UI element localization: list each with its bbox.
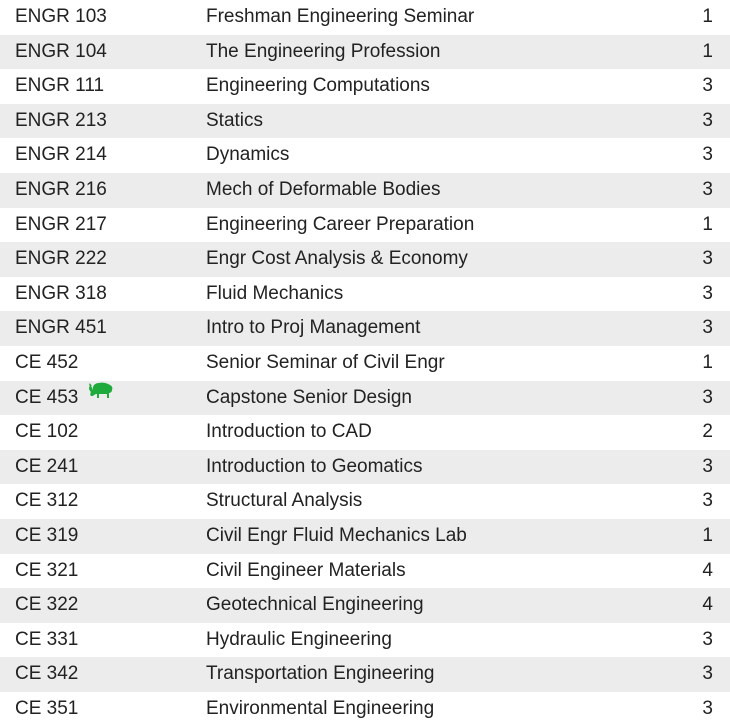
course-code: CE 102 [15, 421, 79, 443]
course-title: Freshman Engineering Seminar [206, 6, 475, 27]
course-code: CE 241 [15, 455, 79, 477]
course-code-cell [0, 519, 206, 554]
course-credits: 3 [702, 75, 713, 97]
table-row [0, 173, 730, 208]
table-row [0, 415, 730, 450]
course-code-cell [0, 35, 206, 70]
table-row [0, 588, 730, 623]
table-row [0, 346, 730, 381]
course-title: Engr Cost Analysis & Economy [206, 242, 653, 277]
table-row [0, 450, 730, 485]
course-code: ENGR 217 [15, 213, 107, 235]
course-credits: 4 [653, 588, 730, 623]
course-code: ENGR 318 [15, 282, 107, 304]
course-code-cell [0, 311, 206, 346]
course-credits: 3 [653, 311, 730, 346]
course-code: ENGR 213 [15, 109, 107, 131]
course-code: CE 319 [15, 524, 79, 546]
course-credits: 3 [653, 242, 730, 277]
course-code-cell [0, 623, 206, 658]
course-code: CE 312 [15, 490, 79, 512]
table-row [0, 104, 730, 139]
course-title: Introduction to Geomatics [206, 450, 653, 485]
course-code-cell [0, 242, 206, 277]
course-code-cell [0, 484, 206, 519]
course-code: ENGR 451 [15, 317, 107, 339]
bison-icon [88, 377, 114, 412]
course-title: Civil Engr Fluid Mechanics Lab [206, 519, 653, 554]
course-credits: 1 [653, 519, 730, 554]
course-title: Mech of Deformable Bodies [206, 173, 653, 208]
table-row [0, 519, 730, 554]
table-row [0, 208, 730, 243]
course-code-cell [0, 588, 206, 623]
table-row [0, 623, 730, 658]
course-code: CE 453 [15, 386, 79, 408]
course-title: Capstone Senior Design [206, 381, 653, 416]
course-code-cell [0, 104, 206, 139]
course-code-cell [0, 415, 206, 450]
table-row [0, 242, 730, 277]
table-row [0, 35, 730, 70]
course-credits: 1 [702, 351, 713, 373]
course-code: ENGR 111 [15, 75, 105, 97]
table-row [0, 657, 730, 692]
course-code: CE 342 [15, 663, 79, 685]
course-credits: 3 [702, 144, 713, 166]
course-code-cell [0, 0, 206, 35]
course-title: Intro to Proj Management [206, 311, 653, 346]
table-row [0, 138, 730, 173]
course-code: ENGR 103 [15, 6, 107, 27]
course-code-cell [0, 381, 206, 416]
course-code: CE 331 [15, 628, 79, 650]
course-code-cell [0, 208, 206, 243]
table-row [0, 692, 730, 727]
course-title: Hydraulic Engineering [206, 628, 392, 650]
course-credits: 3 [653, 450, 730, 485]
course-credits: 3 [702, 628, 713, 650]
course-code-cell [0, 277, 206, 312]
table-row [0, 311, 730, 346]
course-code-cell [0, 554, 206, 589]
course-code-cell [0, 657, 206, 692]
course-credits: 3 [653, 381, 730, 416]
course-code: ENGR 104 [15, 40, 107, 62]
course-title: Civil Engineer Materials [206, 559, 406, 581]
course-title: Engineering Career Preparation [206, 213, 475, 235]
course-code-cell [0, 173, 206, 208]
course-credits: 3 [653, 657, 730, 692]
course-title: Engineering Computations [206, 75, 430, 97]
course-code-cell [0, 346, 206, 381]
course-title: Structural Analysis [206, 490, 363, 512]
course-code: CE 322 [15, 594, 79, 616]
course-credits: 3 [653, 104, 730, 139]
course-title: The Engineering Profession [206, 35, 653, 70]
course-credits: 1 [702, 213, 713, 235]
course-credits: 1 [653, 35, 730, 70]
course-title: Environmental Engineering [206, 697, 435, 719]
course-code-cell [0, 692, 206, 727]
course-code-cell [0, 69, 206, 104]
course-code: ENGR 216 [15, 178, 107, 200]
course-credits: 3 [702, 697, 713, 719]
table-row [0, 554, 730, 589]
course-title: Introduction to CAD [206, 421, 372, 443]
course-credits: 3 [653, 173, 730, 208]
course-credits: 4 [702, 559, 713, 581]
course-code: ENGR 214 [15, 144, 107, 166]
course-code-cell [0, 138, 206, 173]
table-row [0, 484, 730, 519]
course-credits: 3 [702, 490, 713, 512]
course-code: CE 351 [15, 697, 79, 719]
table-row [0, 0, 730, 35]
course-credits: 2 [702, 421, 713, 443]
course-code: ENGR 222 [15, 248, 107, 270]
course-credits: 1 [702, 6, 713, 27]
course-credits: 3 [702, 282, 713, 304]
course-title: Transportation Engineering [206, 657, 653, 692]
course-code-cell [0, 450, 206, 485]
table-row [0, 381, 730, 416]
course-title: Geotechnical Engineering [206, 588, 653, 623]
course-code: CE 452 [15, 351, 79, 373]
course-title: Dynamics [206, 144, 290, 166]
course-title: Statics [206, 104, 653, 139]
course-title: Senior Seminar of Civil Engr [206, 351, 445, 373]
table-row [0, 277, 730, 312]
table-row [0, 69, 730, 104]
course-title: Fluid Mechanics [206, 282, 344, 304]
course-code: CE 321 [15, 559, 79, 581]
